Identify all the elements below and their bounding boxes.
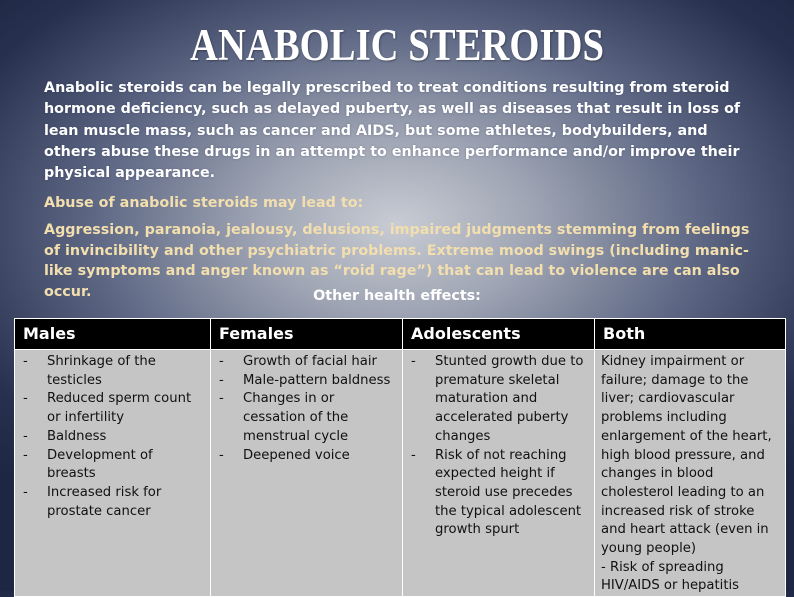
list-item: - Increased risk for prostate cancer — [21, 484, 204, 521]
list-item: - Deepened voice — [217, 447, 396, 466]
both-text: Kidney impairment or failure; damage to the liver; cardiovascular problems including enlargement of the heart, high blood pressure, and changes in blood cholesterol leading to an increased risk of stroke and heart attack (even in young people) - Risk of spreading HIV/AIDS or hepatitis — [601, 354, 772, 594]
females-list — [217, 353, 396, 465]
intro-paragraph: Anabolic steroids can be legally prescribed to treat conditions resulting from steroid hormone deficiency, such as delayed puberty, as well as diseases that result in loss of lean muscle mass, such as cancer and AIDS, but some athletes, bodybuilders, and others abuse these drugs in an attempt to enhance performance and/or improve their physical appearance. — [44, 80, 741, 182]
table-row — [15, 350, 786, 597]
abuse-heading: Abuse of anabolic steroids may lead to: — [44, 195, 364, 211]
slide-title: ANABOLIC STEROIDS — [189, 20, 604, 70]
list-item: - Male-pattern baldness — [217, 372, 396, 391]
abuse-effects-paragraph: Aggression, paranoia, jealousy, delusions, impaired judgments stemming from feelings of invincibility and other psychiatric problems. Extreme mood swings (including manic-like symptoms and anger known as “roid rage”) that can lead to violence are can also occur. — [44, 222, 750, 300]
adolescents-cell — [403, 350, 595, 597]
list-item: - Growth of facial hair — [217, 353, 396, 372]
males-list — [21, 353, 204, 521]
health-effects-table — [14, 318, 786, 597]
males-cell — [15, 350, 211, 597]
header-males: Males — [15, 319, 211, 350]
list-item: - Stunted growth due to premature skeletal maturation and accelerated puberty changes — [409, 353, 588, 447]
females-cell — [211, 350, 403, 597]
header-adolescents: Adolescents — [403, 319, 595, 350]
list-item: - Reduced sperm count or infertility — [21, 390, 204, 427]
list-item: - Changes in or cessation of the menstrual cycle — [217, 390, 396, 446]
list-item: - Development of breasts — [21, 447, 204, 484]
header-both: Both — [595, 319, 786, 350]
list-item: - Shrinkage of the testicles — [21, 353, 204, 390]
adolescents-list — [409, 353, 588, 540]
table-header-row — [15, 319, 786, 350]
both-cell — [595, 350, 786, 597]
list-item: - Risk of not reaching expected height if steroid use precedes the typical adolescent growth spurt — [409, 447, 588, 541]
other-health-effects-label: Other health effects: — [313, 288, 481, 304]
header-females: Females — [211, 319, 403, 350]
list-item: - Baldness — [21, 428, 204, 447]
